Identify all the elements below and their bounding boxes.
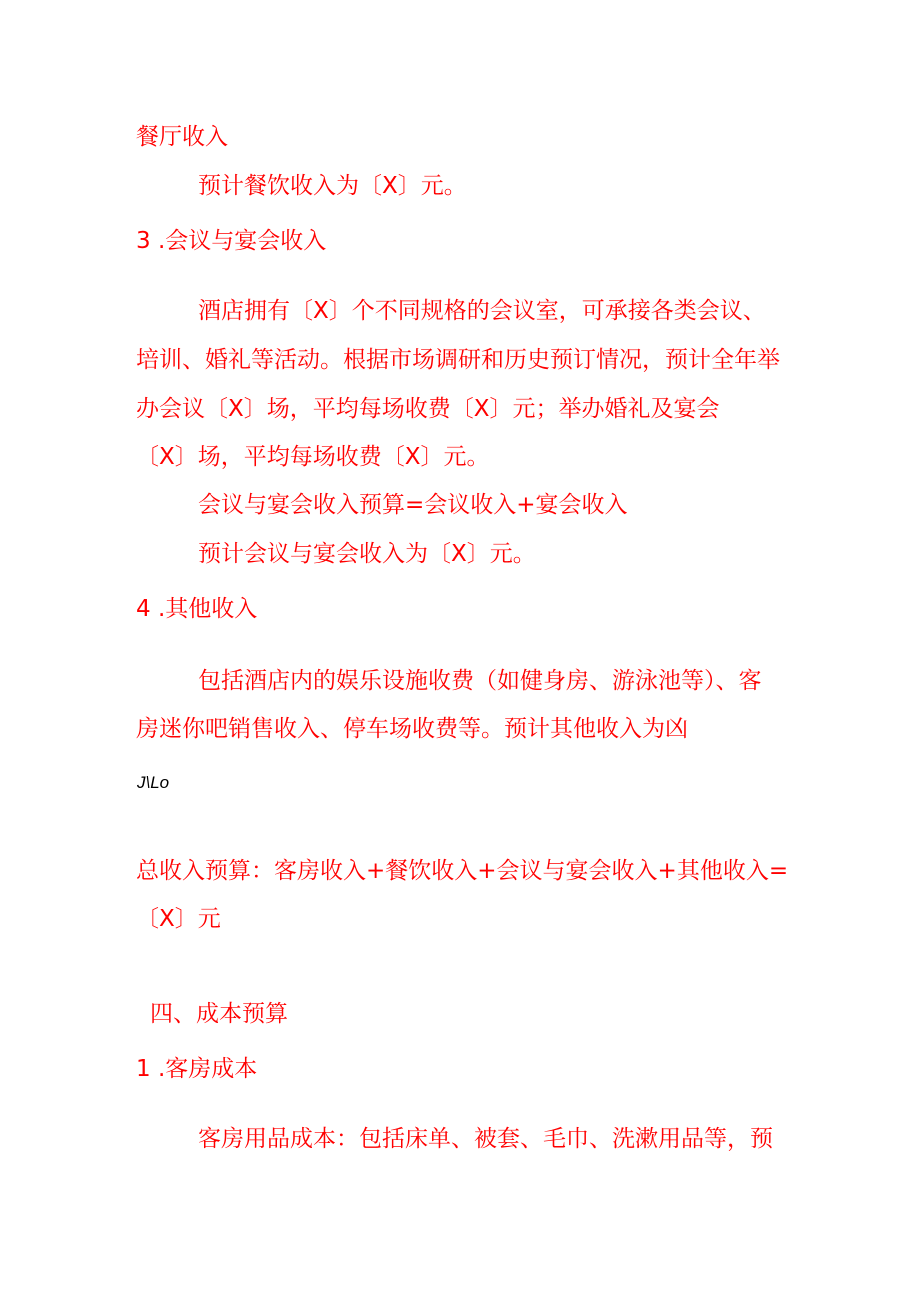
paragraph-line: 预计餐饮收入为〔X〕元。 <box>198 173 467 199</box>
paragraph-line: 酒店拥有〔X〕个不同规格的会议室，可承接各类会议、 <box>198 298 766 324</box>
stray-text-fragment: J\Lo <box>137 773 170 792</box>
formula-line: 会议与宴会收入预算=会议收入+宴会收入 <box>198 492 628 518</box>
section-heading-other-revenue: 4 .其他收入 <box>136 596 258 622</box>
paragraph-line: 客房用品成本：包括床单、被套、毛巾、洗漱用品等，预 <box>198 1126 773 1152</box>
chapter-heading-cost-budget: 四、成本预算 <box>150 1001 288 1027</box>
total-revenue-line: 〔X〕元 <box>136 906 221 932</box>
subsection-heading-restaurant-revenue: 餐厅收入 <box>136 124 228 150</box>
paragraph-line: 培训、婚礼等活动。根据市场调研和历史预订情况，预计全年举 <box>136 347 780 373</box>
paragraph-line: 〔X〕场，平均每场收费〔X〕元。 <box>136 444 490 470</box>
paragraph-line: 房迷你吧销售收入、停车场收费等。预计其他收入为凶 <box>136 716 688 742</box>
paragraph-line: 预计会议与宴会收入为〔X〕元。 <box>198 541 536 567</box>
section-heading-meeting-banquet-revenue: 3 .会议与宴会收入 <box>136 228 327 254</box>
paragraph-line: 包括酒店内的娱乐设施收费（如健身房、游泳池等）、客 <box>198 668 762 694</box>
section-heading-room-cost: 1 .客房成本 <box>136 1056 258 1082</box>
total-revenue-line: 总收入预算：客房收入+餐饮收入+会议与宴会收入+其他收入= <box>136 858 789 884</box>
paragraph-line: 办会议〔X〕场，平均每场收费〔X〕元；举办婚礼及宴会 <box>136 396 720 422</box>
